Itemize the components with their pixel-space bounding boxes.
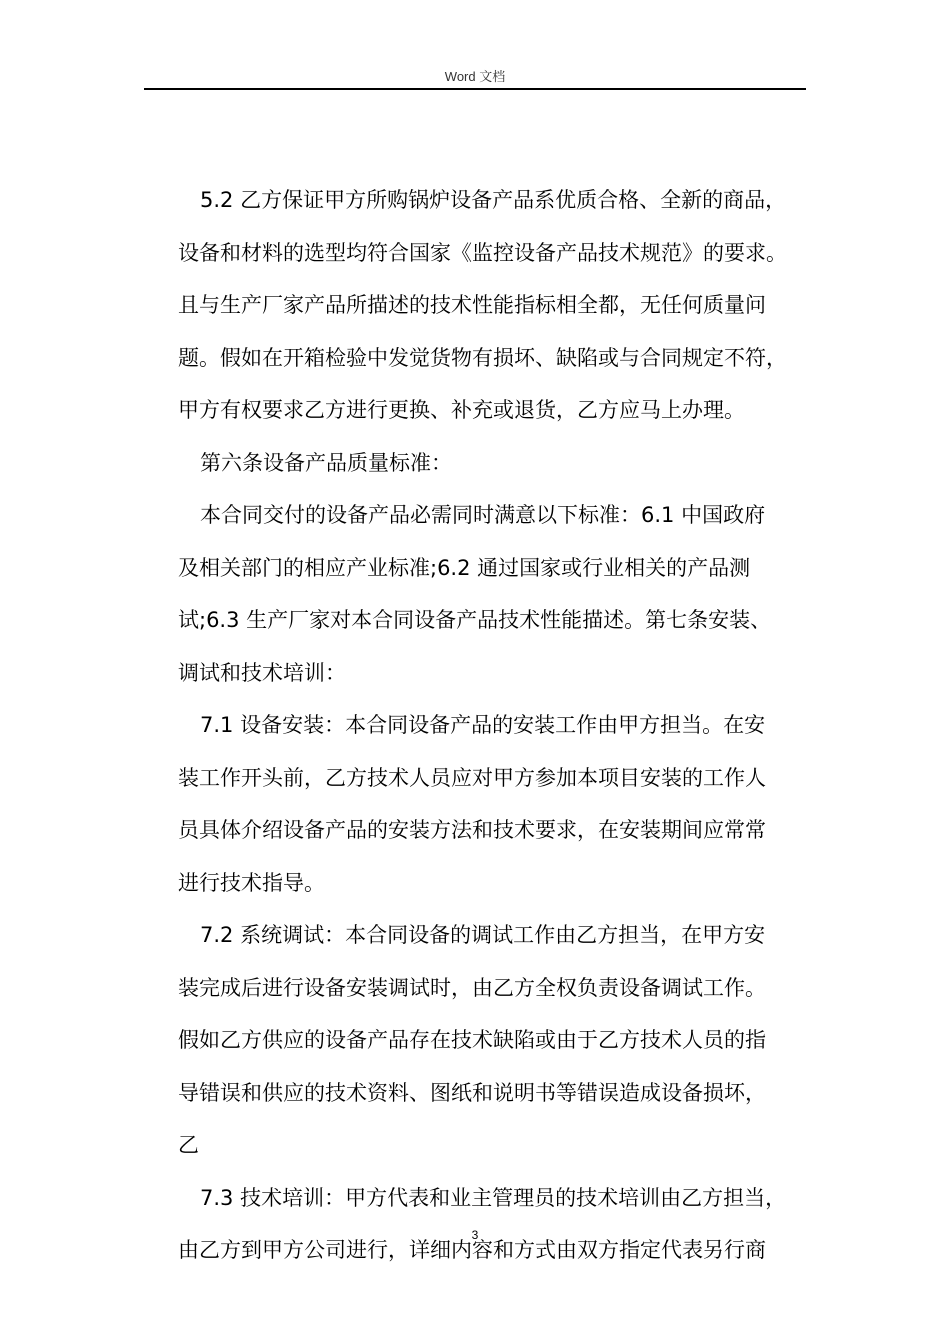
body-line: 7.2 系统调试：本合同设备的调试工作由乙方担当，在甲方安 [200,923,766,947]
body-line: 调试和技术培训： [178,660,346,685]
page-number: 3 [471,1228,479,1242]
body-line: 装完成后进行设备安装调试时，由乙方全权负责设备调试工作。 [178,975,766,1000]
document-body [178,174,818,1277]
body-line: 5.2 乙方保证甲方所购锅炉设备产品系优质合格、全新的商品， [200,188,787,212]
body-line: 进行技术指导。 [178,870,325,895]
body-line: 员具体介绍设备产品的安装方法和技术要求，在安装期间应常常 [178,818,766,842]
body-line: 本合同交付的设备产品必需同时满意以下标准：6.1 中国政府 [200,503,766,527]
body-line: 及相关部门的相应产业标准;6.2 通过国家或行业相关的产品测 [178,555,751,580]
body-line: 试;6.3 生产厂家对本合同设备产品技术性能描述。第七条安装、 [178,608,772,632]
body-line: 甲方有权要求乙方进行更换、补充或退货，乙方应马上办理。 [178,398,745,422]
body-line: 装工作开头前，乙方技术人员应对甲方参加本项目安装的工作人 [178,765,766,790]
body-line: 设备和材料的选型均符合国家《监控设备产品技术规范》的要求。 [178,240,787,265]
body-line: 7.1 设备安装：本合同设备产品的安装工作由甲方担当。在安 [200,713,766,737]
body-line: 假如乙方供应的设备产品存在技术缺陷或由于乙方技术人员的指 [178,1028,766,1052]
body-line: 乙 [178,1133,199,1157]
body-line: 7.3 技术培训：甲方代表和业主管理员的技术培训由乙方担当， [200,1185,787,1210]
header-divider [144,88,806,90]
body-line: 且与生产厂家产品所描述的技术性能指标相全都，无任何质量问 [178,293,766,317]
body-line: 第六条设备产品质量标准： [200,450,452,475]
body-line: 由乙方到甲方公司进行，详细内容和方式由双方指定代表另行商 [178,1238,766,1262]
page-header-title: Word 文档 [444,69,506,84]
body-line: 题。假如在开箱检验中发觉货物有损坏、缺陷或与合同规定不符， [178,345,787,370]
body-line: 导错误和供应的技术资料、图纸和说明书等错误造成设备损坏， [178,1080,766,1105]
